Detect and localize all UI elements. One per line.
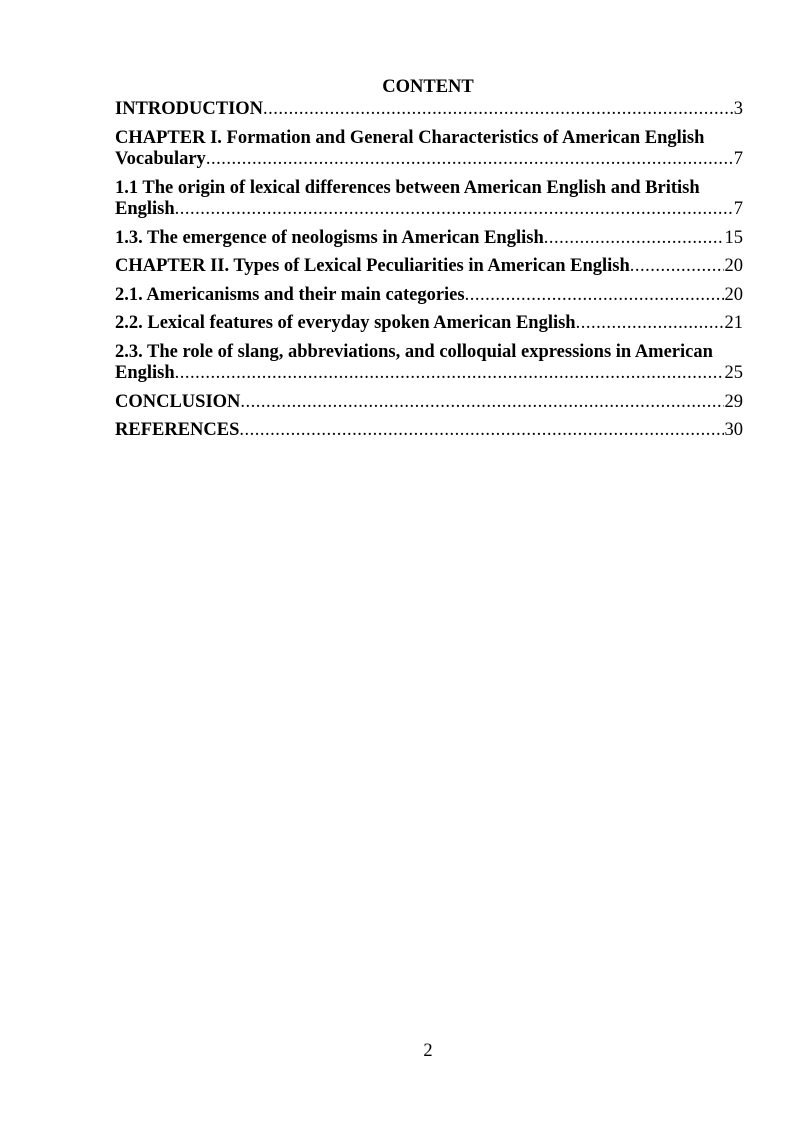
toc-entry-2-1[interactable]	[115, 285, 743, 307]
toc-entry-chapter-2[interactable]	[115, 256, 743, 278]
toc-entry-text: INTRODUCTION	[115, 99, 264, 119]
toc-dot-leader	[175, 199, 733, 221]
toc-page-number: 21	[724, 313, 743, 333]
toc-dot-leader	[630, 256, 724, 278]
toc-dot-leader	[576, 313, 724, 335]
toc-entry-text: 1.1 The origin of lexical differences between American English and British	[115, 177, 700, 198]
toc-dot-leader	[263, 99, 733, 121]
toc-entry-text-continued: English	[115, 363, 175, 383]
toc-entry-introduction[interactable]	[115, 99, 743, 121]
toc-page-number: 15	[724, 227, 743, 248]
toc-title: CONTENT	[382, 77, 474, 97]
toc-page-number: 20	[724, 284, 743, 305]
toc-dot-leader	[175, 363, 724, 385]
toc-entry-text: 2.3. The role of slang, abbreviations, and colloquial expressions in American	[115, 341, 713, 362]
toc-page-number: 20	[724, 256, 743, 276]
toc-dot-leader	[240, 392, 723, 414]
toc-entry-text-continued: English	[115, 199, 175, 219]
toc-entry-chapter-1[interactable]	[115, 128, 743, 171]
toc-dot-leader	[206, 149, 733, 171]
table-of-contents	[115, 99, 743, 449]
toc-entry-text: 2.1. Americanisms and their main categories	[115, 284, 465, 305]
toc-entry-references[interactable]	[115, 420, 743, 442]
toc-entry-text-continued: Vocabulary	[115, 149, 206, 169]
toc-entry-text: 2.2. Lexical features of everyday spoken American English	[115, 313, 576, 333]
toc-entry-text: CONCLUSION	[115, 391, 241, 412]
page-number: 2	[423, 1041, 433, 1061]
toc-entry-1-3[interactable]	[115, 228, 743, 250]
toc-page-number: 7	[733, 149, 743, 169]
toc-entry-text: REFERENCES	[115, 420, 240, 440]
toc-page-number: 7	[733, 199, 743, 219]
toc-entry-conclusion[interactable]	[115, 392, 743, 414]
toc-entry-text: 1.3. The emergence of neologisms in American English	[115, 227, 544, 248]
toc-page-number: 25	[724, 363, 743, 383]
toc-page-number: 3	[733, 99, 743, 119]
toc-entry-1-1[interactable]	[115, 178, 743, 221]
toc-entry-2-2[interactable]	[115, 313, 743, 335]
toc-entry-text: CHAPTER I. Formation and General Characteristics of American English	[115, 127, 705, 148]
toc-entry-text: CHAPTER II. Types of Lexical Peculiarities in American English	[115, 256, 630, 276]
toc-entry-2-3[interactable]	[115, 342, 743, 385]
toc-dot-leader	[544, 228, 724, 250]
toc-dot-leader	[239, 420, 723, 442]
toc-page-number: 30	[724, 420, 743, 440]
toc-dot-leader	[465, 285, 724, 307]
toc-page-number: 29	[724, 391, 743, 412]
